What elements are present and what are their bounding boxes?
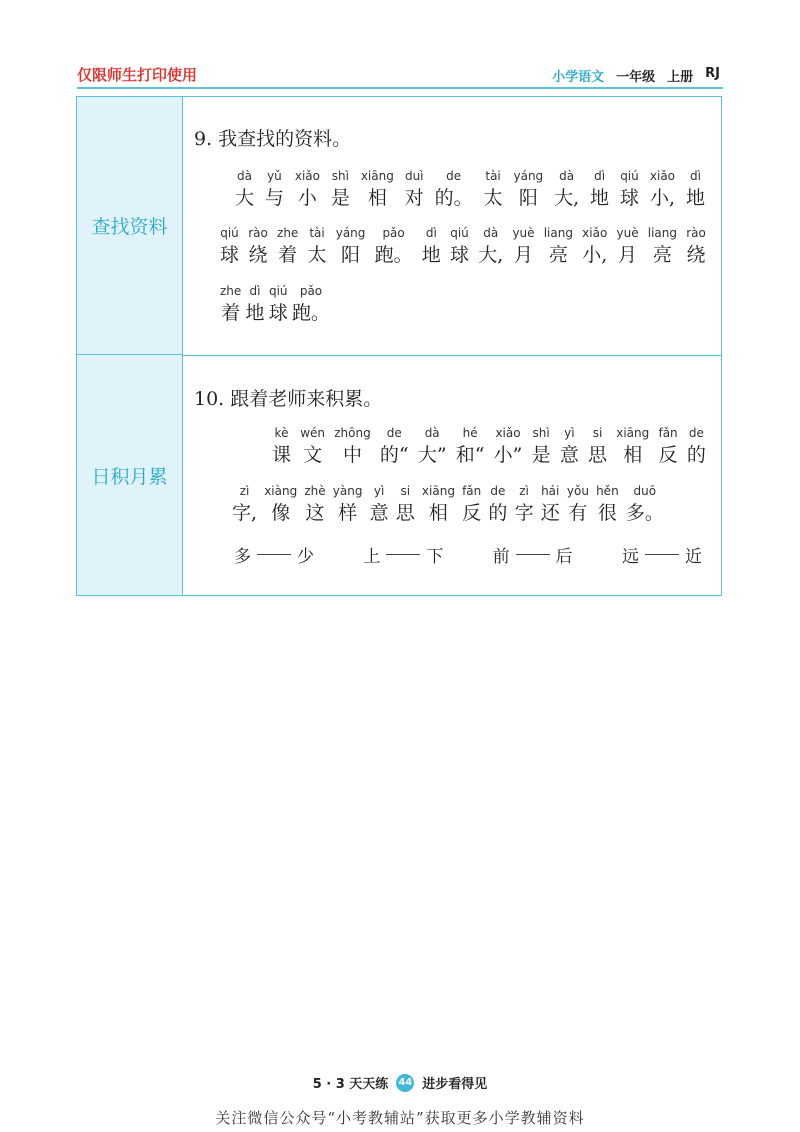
pinyin: zhè	[304, 484, 326, 498]
syllable	[396, 483, 415, 526]
pinyin: duì	[404, 169, 424, 183]
syllable	[488, 483, 507, 526]
hanzi: 反	[462, 502, 482, 524]
hanzi: 与	[264, 187, 284, 209]
syllable	[560, 425, 579, 468]
pinyin: yǔ	[267, 169, 282, 183]
pinyin-line	[272, 425, 706, 468]
pinyin: liang	[543, 226, 573, 240]
antonym-word: 下	[426, 547, 444, 567]
hanzi: 地	[421, 244, 441, 266]
hanzi: 是	[531, 444, 551, 466]
hanzi: 思	[588, 444, 608, 466]
syllable	[456, 425, 485, 468]
pinyin: zhe	[220, 284, 242, 298]
hanzi: 绕	[248, 244, 268, 266]
syllable	[567, 483, 589, 526]
dash-separator	[516, 554, 550, 555]
pinyin-line	[232, 483, 664, 526]
pinyin-line	[220, 283, 330, 326]
pinyin: tài	[485, 169, 501, 183]
pinyin: xiǎo	[582, 226, 608, 240]
pinyin: dì	[249, 284, 261, 298]
syllable	[658, 425, 677, 468]
syllable	[308, 225, 327, 268]
pinyin: hěn	[596, 484, 619, 498]
pinyin: yáng	[513, 169, 544, 183]
pinyin: de	[446, 169, 462, 183]
hanzi: 这	[305, 502, 325, 524]
hanzi: 绕	[686, 244, 706, 266]
pinyin: hái	[541, 484, 560, 498]
pinyin: xiǎo	[649, 169, 676, 183]
hanzi: 着	[221, 302, 241, 324]
syllable	[292, 283, 330, 326]
syllable	[544, 225, 573, 268]
pinyin: rào	[248, 226, 268, 240]
watermark-note: 关注微信公众号“小考教辅站”获取更多小学教辅资料	[215, 1109, 585, 1127]
syllable	[435, 168, 473, 211]
syllable	[478, 225, 503, 268]
hanzi: 文	[303, 444, 323, 466]
hanzi: 地	[590, 187, 610, 209]
syllable	[333, 483, 363, 526]
syllable	[375, 225, 413, 268]
antonym-word: 上	[363, 547, 381, 567]
hanzi: 跑。	[291, 302, 330, 324]
pinyin: qiú	[620, 169, 639, 183]
hanzi: 月	[513, 244, 533, 266]
hanzi: 球	[450, 244, 470, 266]
hanzi: 思	[395, 502, 415, 524]
pinyin: yuè	[616, 226, 639, 240]
syllable	[265, 168, 284, 211]
syllable	[264, 483, 297, 526]
pinyin: dà	[483, 226, 499, 240]
pinyin: duō	[633, 484, 657, 498]
hanzi: 字	[514, 502, 534, 524]
syllable	[648, 225, 677, 268]
hanzi: 月	[618, 244, 638, 266]
syllable	[620, 168, 639, 211]
brand-label: 5 · 3 天天练	[312, 1077, 389, 1092]
hanzi: 意	[559, 444, 579, 466]
syllable	[272, 425, 291, 468]
pinyin: xiāng	[421, 484, 455, 498]
hanzi: 亮	[548, 244, 568, 266]
syllable	[380, 425, 409, 468]
pinyin: de	[688, 426, 704, 440]
hanzi: 小,	[582, 244, 608, 266]
syllable	[686, 225, 706, 268]
hanzi: 课	[272, 444, 292, 466]
syllable	[515, 483, 534, 526]
hanzi: 的	[686, 444, 706, 466]
pinyin: qiú	[220, 226, 239, 240]
syllable	[650, 168, 675, 211]
syllable	[590, 168, 609, 211]
hanzi: 和“	[455, 444, 485, 466]
antonym-pair	[363, 542, 443, 567]
syllable	[588, 425, 607, 468]
pinyin: shì	[331, 169, 349, 183]
syllable	[418, 425, 447, 468]
hanzi: 很	[597, 502, 617, 524]
syllable	[687, 425, 706, 468]
syllable	[582, 225, 607, 268]
pinyin: yì	[564, 426, 575, 440]
hanzi: 字,	[232, 502, 258, 524]
slogan-label: 进步看得见	[422, 1077, 488, 1092]
syllable	[686, 168, 705, 211]
syllable	[462, 483, 481, 526]
pinyin: xiāng	[616, 426, 650, 440]
term-label: 上册	[667, 70, 694, 85]
hanzi: 相	[367, 187, 387, 209]
dash-separator	[257, 554, 291, 555]
book-info	[552, 66, 720, 85]
pinyin: xiāng	[360, 169, 394, 183]
hanzi: 还	[540, 502, 560, 524]
antonym-pair	[622, 542, 702, 567]
antonym-word: 后	[555, 547, 573, 567]
syllable	[422, 225, 441, 268]
hanzi: 意	[369, 502, 389, 524]
pinyin: yáng	[335, 226, 366, 240]
syllable	[277, 225, 298, 268]
syllable	[235, 168, 254, 211]
syllable	[532, 425, 551, 468]
pinyin: dì	[689, 169, 701, 183]
pinyin: fǎn	[462, 484, 482, 498]
pinyin-line	[220, 225, 706, 268]
antonym-pairs	[234, 542, 702, 567]
syllable	[405, 168, 424, 211]
pinyin: de	[386, 426, 402, 440]
dash-separator	[645, 554, 679, 555]
hanzi: 小	[297, 187, 317, 209]
dash-separator	[386, 554, 420, 555]
pinyin: hé	[462, 426, 478, 440]
pinyin: xiǎo	[294, 169, 320, 183]
section-label-research: 查找资料	[77, 97, 183, 355]
hanzi: 跑。	[374, 244, 413, 266]
task-9-title: 9. 我查找的资料。	[194, 128, 352, 150]
hanzi: 大,	[478, 244, 504, 266]
antonym-word: 远	[621, 547, 639, 567]
pinyin: zì	[239, 484, 250, 498]
pinyin: yuè	[512, 226, 535, 240]
syllable	[484, 168, 503, 211]
pinyin: yì	[373, 484, 385, 498]
grade-label: 一年级	[616, 70, 656, 85]
edition-label: RJ	[705, 66, 720, 81]
syllable	[422, 483, 455, 526]
syllable	[269, 283, 288, 326]
pinyin: xiǎo	[495, 426, 521, 440]
hanzi: 大,	[554, 187, 580, 209]
hanzi: 太	[307, 244, 327, 266]
hanzi: 像	[271, 502, 291, 524]
hanzi: 着	[278, 244, 298, 266]
antonym-word: 多	[234, 547, 251, 567]
syllable	[336, 225, 366, 268]
syllable	[541, 483, 560, 526]
pinyin-line	[235, 168, 705, 211]
hanzi: 的	[488, 502, 508, 524]
pinyin: pǎo	[299, 284, 323, 298]
syllable	[494, 425, 523, 468]
hanzi: 对	[404, 187, 424, 209]
pinyin: xiàng	[264, 484, 298, 498]
syllable	[626, 483, 664, 526]
header-divider	[77, 87, 723, 89]
hanzi: 阳	[518, 187, 538, 209]
pinyin: shì	[532, 426, 550, 440]
syllable	[220, 225, 239, 268]
syllable	[616, 225, 638, 268]
hanzi: 的“	[379, 444, 409, 466]
row-divider	[183, 355, 721, 356]
pinyin: dà	[237, 169, 252, 183]
syllable	[616, 425, 649, 468]
hanzi: 阳	[341, 244, 361, 266]
pinyin: zì	[519, 484, 529, 498]
syllable	[331, 168, 350, 211]
subject-label: 小学语文	[552, 70, 605, 85]
syllable	[596, 483, 619, 526]
print-notice: 仅限师生打印使用	[77, 66, 198, 84]
hanzi: 地	[245, 302, 265, 324]
syllable	[361, 168, 394, 211]
pinyin: kè	[274, 426, 289, 440]
hanzi: 球	[220, 244, 240, 266]
antonym-pair	[493, 542, 573, 567]
syllable	[232, 483, 257, 526]
hanzi: 小,	[649, 187, 675, 209]
hanzi: 样	[338, 502, 358, 524]
pinyin: de	[490, 484, 506, 498]
pinyin: fǎn	[658, 426, 678, 440]
syllable	[554, 168, 579, 211]
task-10-title: 10. 跟着老师来积累。	[194, 388, 383, 410]
page-number: 44	[396, 1074, 414, 1092]
syllable	[512, 225, 534, 268]
pinyin: liang	[647, 226, 678, 240]
pinyin: zhōng	[334, 426, 371, 440]
syllable	[514, 168, 544, 211]
hanzi: 的。	[434, 187, 473, 209]
section-label-accumulate: 日积月累	[77, 355, 183, 595]
hanzi: 中	[342, 444, 362, 466]
pinyin: dì	[594, 169, 606, 183]
pinyin: yàng	[332, 484, 363, 498]
pinyin: qiú	[268, 284, 288, 298]
pinyin: yǒu	[566, 484, 589, 498]
hanzi: 是	[330, 187, 350, 209]
pinyin: tài	[309, 226, 325, 240]
hanzi: 大”	[417, 444, 447, 466]
syllable	[246, 283, 265, 326]
pinyin: dà	[424, 426, 440, 440]
pinyin: qiú	[450, 226, 469, 240]
hanzi: 地	[685, 187, 705, 209]
hanzi: 球	[619, 187, 639, 209]
syllable	[300, 425, 325, 468]
syllable	[220, 283, 241, 326]
hanzi: 相	[428, 502, 448, 524]
pinyin: pǎo	[382, 226, 405, 240]
syllable	[248, 225, 268, 268]
syllable	[304, 483, 325, 526]
hanzi: 相	[623, 444, 643, 466]
footer	[0, 1073, 800, 1092]
pinyin: si	[592, 426, 603, 440]
hanzi: 亮	[652, 244, 672, 266]
antonym-word: 少	[297, 547, 314, 567]
pinyin: si	[400, 484, 411, 498]
antonym-pair	[234, 542, 314, 567]
hanzi: 球	[268, 302, 288, 324]
hanzi: 有	[568, 502, 588, 524]
antonym-word: 前	[492, 547, 510, 567]
syllable	[370, 483, 389, 526]
pinyin: zhe	[277, 226, 299, 240]
syllable	[334, 425, 370, 468]
hanzi: 太	[483, 187, 503, 209]
antonym-word: 近	[684, 547, 702, 567]
pinyin: rào	[686, 226, 706, 240]
syllable	[450, 225, 469, 268]
pinyin: wén	[300, 426, 326, 440]
syllable	[295, 168, 320, 211]
hanzi: 小”	[493, 444, 523, 466]
pinyin: dì	[425, 226, 437, 240]
hanzi: 大	[235, 187, 255, 209]
hanzi: 多。	[625, 502, 664, 524]
hanzi: 反	[658, 444, 678, 466]
pinyin: dà	[559, 169, 575, 183]
